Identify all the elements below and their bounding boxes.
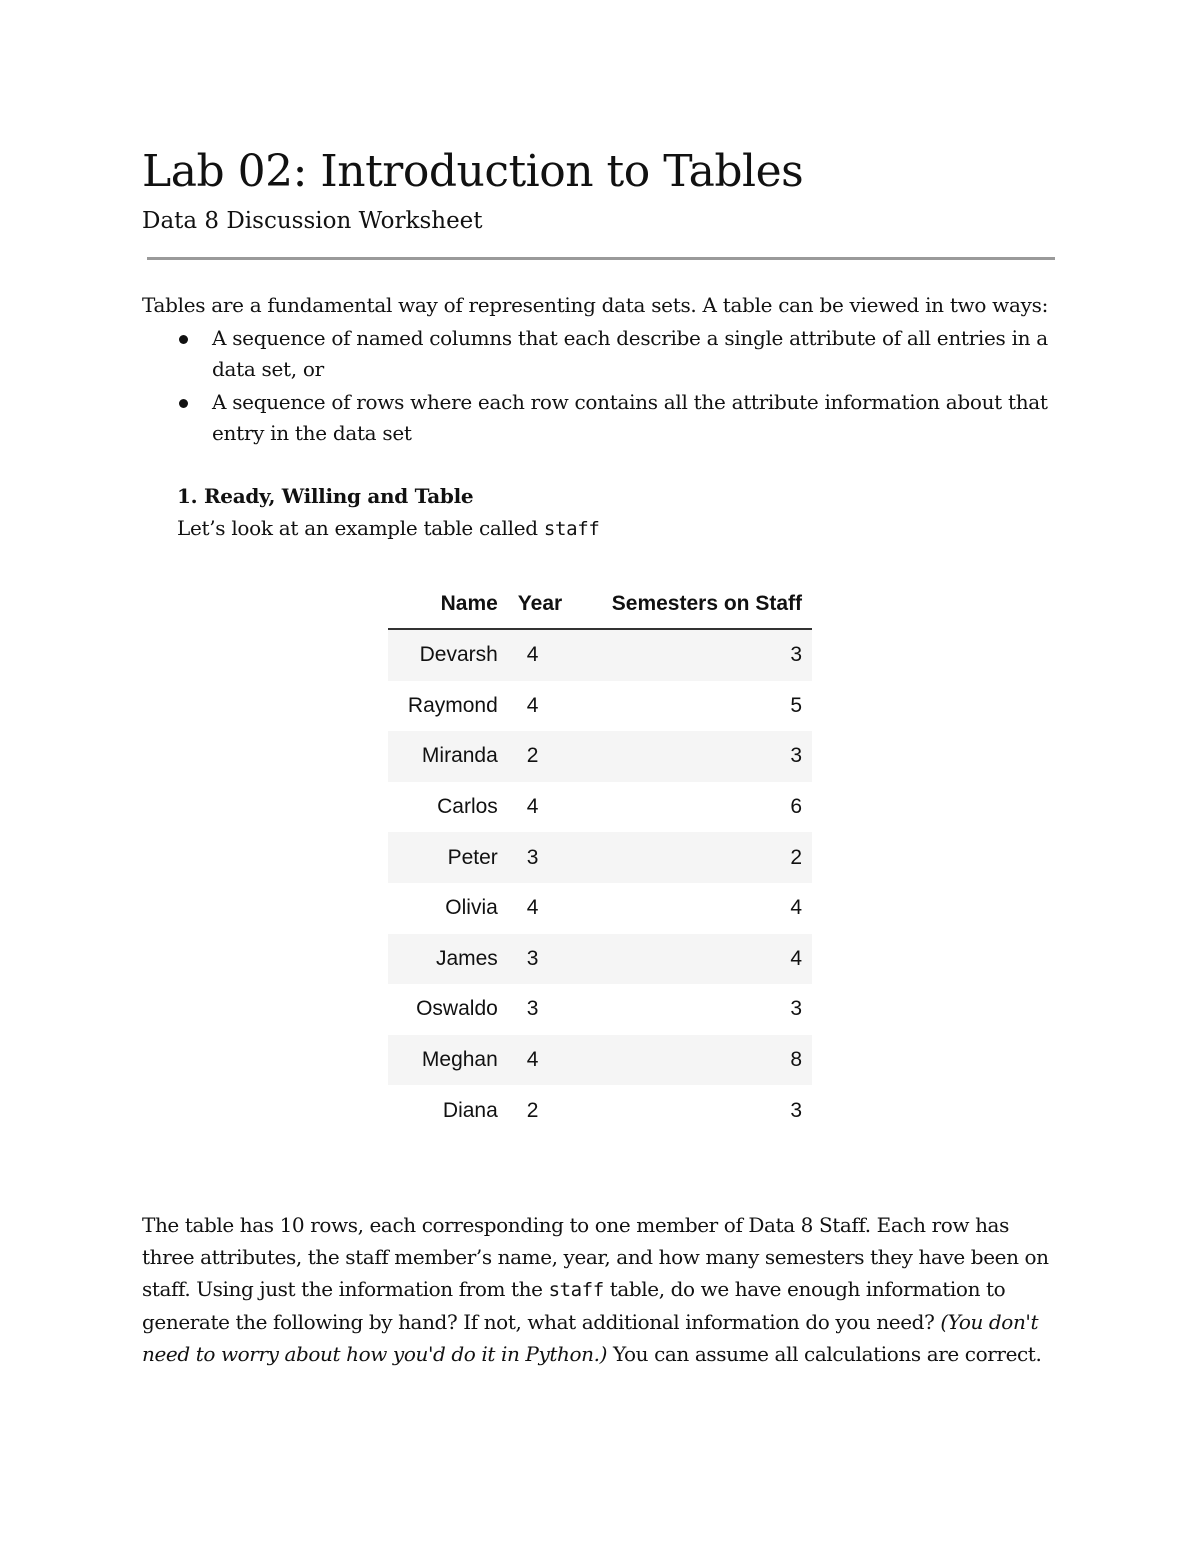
- section-lead: [177, 513, 600, 545]
- table-row: [388, 1085, 812, 1136]
- table-row: [388, 681, 812, 732]
- intro-paragraph: Tables are a fundamental way of representing data sets. A table can be viewed in two ways:: [142, 293, 1049, 317]
- cell-name: Olivia: [445, 896, 498, 920]
- header-year: Year: [508, 580, 577, 629]
- cell-year: 3: [508, 832, 577, 883]
- cell-name: Peter: [388, 832, 508, 883]
- table-header-row: [388, 580, 812, 629]
- outro-text-3: You can assume all calculations are correct.: [607, 1342, 1042, 1366]
- outro-paragraph: [142, 1209, 1067, 1370]
- outro-table-code: staff: [548, 1279, 604, 1301]
- document-subtitle: Data 8 Discussion Worksheet: [142, 208, 483, 234]
- table-row: [388, 629, 812, 681]
- cell-semesters: 2: [577, 832, 812, 883]
- cell-year: 2: [526, 1098, 539, 1122]
- bullet-icon: [179, 399, 188, 408]
- table-row: [388, 782, 812, 833]
- cell-semesters: 3: [577, 629, 812, 681]
- cell-semesters: 4: [577, 934, 812, 985]
- bullet-text: A sequence of rows where each row contains all the attribute information about that entry in the data set: [212, 390, 1048, 445]
- cell-name: Raymond: [407, 693, 498, 717]
- cell-year: 3: [526, 997, 539, 1021]
- document-title: Lab 02: Introduction to Tables: [142, 146, 804, 197]
- section-heading: 1. Ready, Willing and Table: [177, 484, 474, 508]
- cell-year: 4: [508, 1035, 577, 1086]
- cell-name: James: [388, 934, 508, 985]
- cell-name: Miranda: [388, 731, 508, 782]
- staff-table: [388, 580, 812, 1136]
- cell-semesters: 6: [790, 795, 802, 819]
- table-row: [388, 832, 812, 883]
- bullet-item: [177, 387, 1077, 449]
- bullet-item: [177, 323, 1077, 385]
- header-name: Name: [388, 580, 508, 629]
- title-divider: [147, 257, 1055, 260]
- cell-semesters: 3: [790, 1098, 802, 1122]
- cell-year: 3: [508, 934, 577, 985]
- cell-year: 2: [508, 731, 577, 782]
- cell-name: Carlos: [437, 795, 498, 819]
- bullet-list: [177, 323, 1077, 451]
- cell-semesters: 3: [790, 997, 802, 1021]
- table-row: [388, 731, 812, 782]
- cell-name: Oswaldo: [416, 997, 498, 1021]
- outro-italic-note: (You don't need to worry about how you'd do it in Python.): [142, 1310, 1039, 1366]
- outro-text-1: The table has 10 rows, each corresponding to one member of Data 8 Staff. Each row has three attributes, the staff member’s name, year, and how many semesters they have been on staff. Using just the information from the: [142, 1213, 1049, 1301]
- table-row: [388, 934, 812, 985]
- bullet-text: A sequence of named columns that each describe a single attribute of all entries in a data set, or: [212, 326, 1048, 381]
- table-row: [388, 984, 812, 1035]
- bullet-icon: [179, 335, 188, 344]
- table-row: [388, 883, 812, 934]
- cell-semesters: 3: [577, 731, 812, 782]
- cell-semesters: 5: [790, 693, 802, 717]
- outro-text-2: table, do we have enough information to generate the following by hand? If not, what additional information do you need?: [142, 1277, 1006, 1334]
- cell-semesters: 4: [790, 896, 802, 920]
- cell-year: 4: [526, 795, 539, 819]
- cell-year: 4: [508, 629, 577, 681]
- cell-name: Devarsh: [388, 629, 508, 681]
- table-name-code: staff: [543, 518, 600, 540]
- table-row: [388, 1035, 812, 1086]
- cell-name: Meghan: [388, 1035, 508, 1086]
- header-semesters: Semesters on Staff: [577, 580, 812, 629]
- cell-name: Diana: [442, 1098, 498, 1122]
- cell-year: 4: [526, 693, 539, 717]
- cell-year: 4: [526, 896, 539, 920]
- cell-semesters: 8: [577, 1035, 812, 1086]
- section-lead-text: Let’s look at an example table called: [177, 516, 544, 540]
